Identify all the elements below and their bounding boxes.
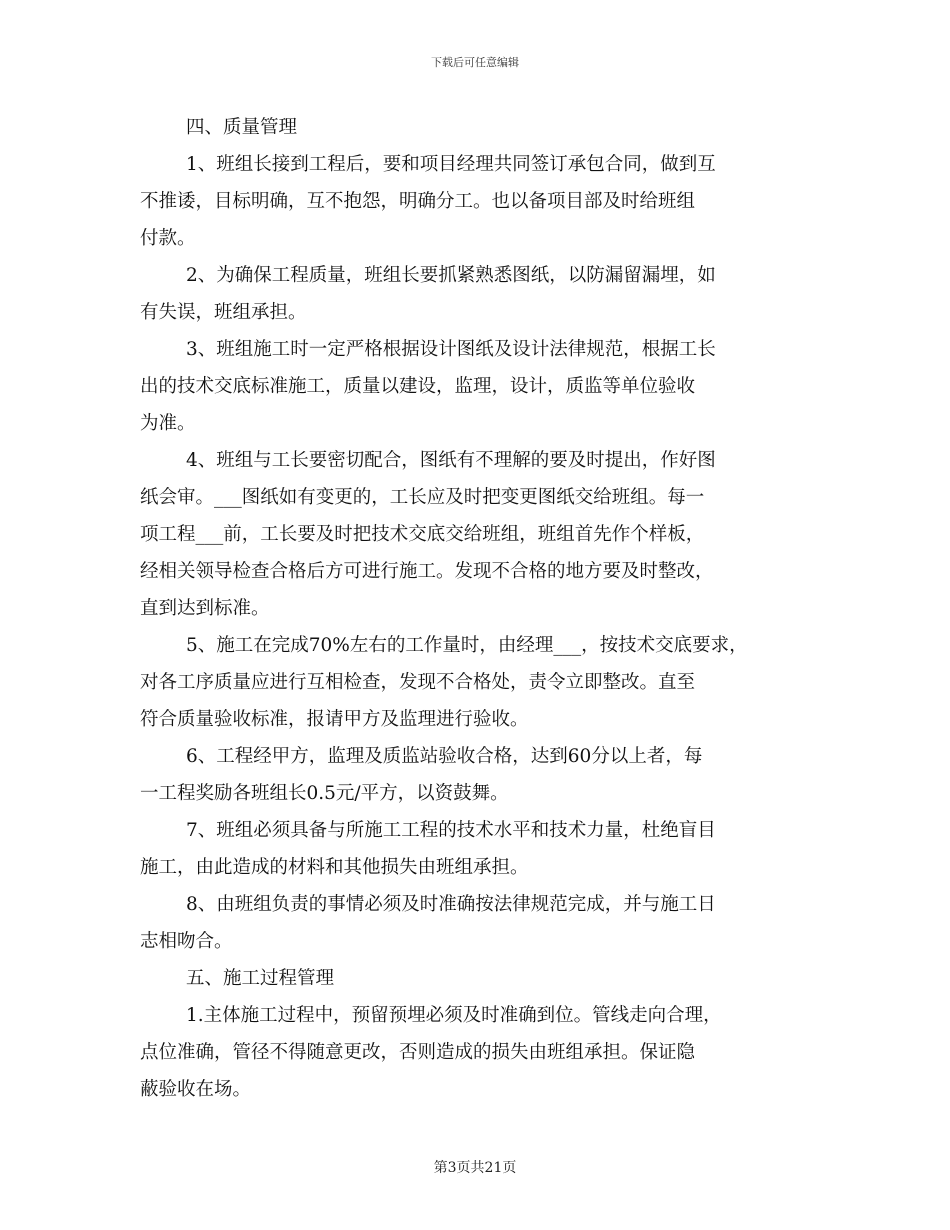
paragraph-line: 1、班组长接到工程后，要和项目经理共同签订承包合同，做到互 — [186, 154, 716, 175]
paragraph-line: 志相吻合。 — [140, 931, 233, 952]
paragraph-line: 3、班组施工时一定严格根据设计图纸及设计法律规范，根据工长 — [186, 339, 716, 360]
section-heading-quality: 四、质量管理 — [186, 117, 298, 138]
paragraph-line: 一工程奖励各班组长0.5元/平方，以资鼓舞。 — [140, 783, 509, 804]
paragraph-line: 付款。 — [140, 228, 196, 249]
paragraph-line: 经相关领导检查合格后方可进行施工。发现不合格的地方要及时整改， — [140, 561, 714, 582]
paragraph-line: 2、为确保工程质量，班组长要抓紧熟悉图纸，以防漏留漏埋，如 — [186, 265, 716, 286]
section-heading-construction: 五、施工过程管理 — [186, 968, 335, 989]
paragraph-line: 蔽验收在场。 — [140, 1079, 252, 1100]
paragraph-line: 直到达到标准。 — [140, 598, 270, 619]
paragraph-line: 为准。 — [140, 413, 196, 434]
paragraph-line: 点位准确，管径不得随意更改，否则造成的损失由班组承担。保证隐 — [140, 1042, 696, 1063]
paragraph-line: 1.主体施工过程中，预留预埋必须及时准确到位。管线走向合理， — [186, 1005, 722, 1026]
paragraph-line: 项工程___前，工长要及时把技术交底交给班组，班组首先作个样板， — [140, 524, 705, 545]
document-body — [140, 109, 830, 1108]
paragraph-line: 7、班组必须具备与所施工工程的技术水平和技术力量，杜绝盲目 — [186, 820, 716, 841]
paragraph-line: 不推诿，目标明确，互不抱怨，明确分工。也以备项目部及时给班组 — [140, 191, 696, 212]
paragraph-line: 符合质量验收标准，报请甲方及监理进行验收。 — [140, 709, 529, 730]
page-footer: 第3页共21页 — [433, 1160, 517, 1176]
page-header: 下载后可任意编辑 — [431, 56, 519, 69]
paragraph-line: 6、工程经甲方，监理及质监站验收合格，达到60分以上者，每 — [186, 746, 703, 767]
paragraph-line: 出的技术交底标准施工，质量以建设，监理，设计，质监等单位验收 — [140, 376, 696, 397]
paragraph-line: 5、施工在完成70%左右的工作量时，由经理___，按技术交底要求， — [186, 635, 748, 656]
paragraph-line: 有失误，班组承担。 — [140, 302, 307, 323]
paragraph-line: 对各工序质量应进行互相检查，发现不合格处，责令立即整改。直至 — [140, 672, 696, 693]
paragraph-line: 8、由班组负责的事情必须及时准确按法律规范完成，并与施工日 — [186, 894, 716, 915]
paragraph-line: 纸会审。___图纸如有变更的，工长应及时把变更图纸交给班组。每一 — [140, 487, 705, 508]
paragraph-line: 4、班组与工长要密切配合，图纸有不理解的要及时提出，作好图 — [186, 450, 716, 471]
paragraph-line: 施工，由此造成的材料和其他损失由班组承担。 — [140, 857, 529, 878]
